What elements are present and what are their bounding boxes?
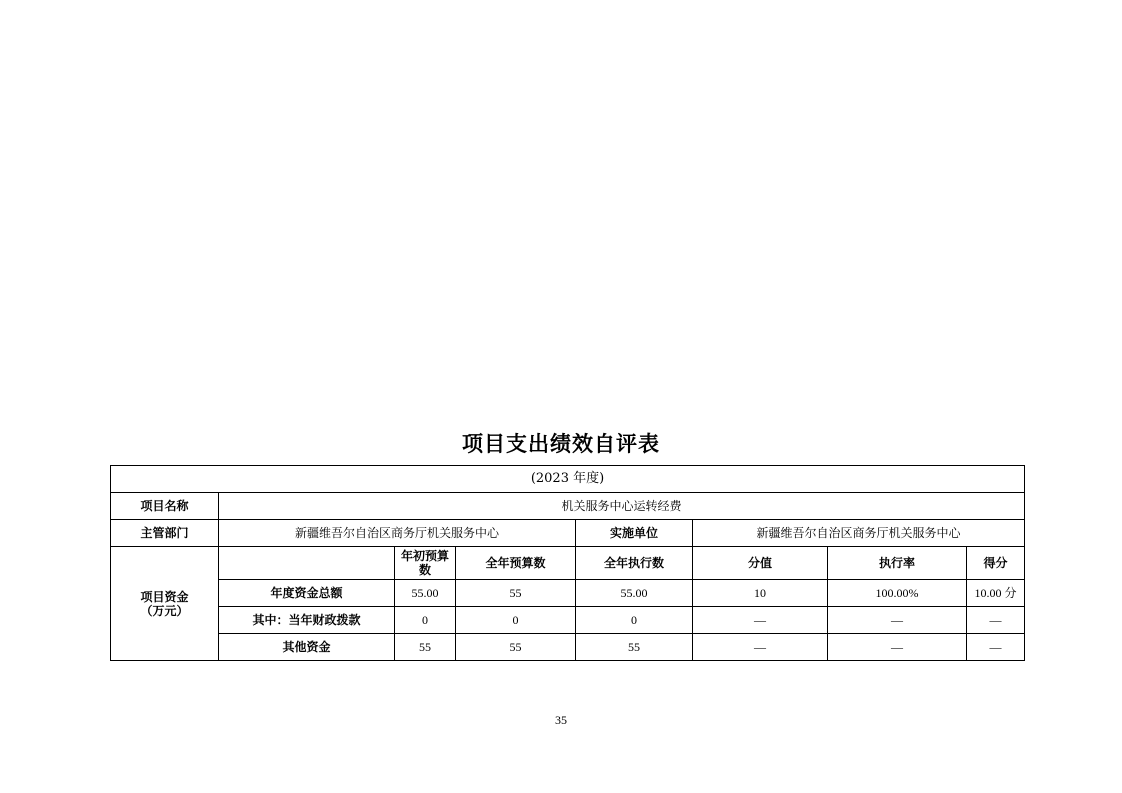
cell-execution-rate: — [828,607,967,634]
project-funds-label [111,547,219,661]
cell-score: — [967,607,1025,634]
cell-execution-rate: 100.00% [828,580,967,607]
project-name-value: 机关服务中心运转经费 [219,493,1025,520]
cell-annual-execution: 0 [576,607,693,634]
header-score-weight: 分值 [693,547,828,580]
performance-evaluation-table [110,465,1025,661]
cell-annual-execution: 55.00 [576,580,693,607]
header-score: 得分 [967,547,1025,580]
department-value: 新疆维吾尔自治区商务厅机关服务中心 [219,520,576,547]
project-funds-label-unit: （万元） [140,603,189,618]
cell-score-weight: — [693,607,828,634]
implementing-unit-value: 新疆维吾尔自治区商务厅机关服务中心 [693,520,1025,547]
cell-score-weight: 10 [693,580,828,607]
project-funds-label-line1: 项目资金 [140,589,189,604]
cell-initial-budget: 55 [395,634,456,661]
cell-score: — [967,634,1025,661]
header-annual-execution: 全年执行数 [576,547,693,580]
cell-execution-rate: — [828,634,967,661]
cell-annual-budget: 55 [456,580,576,607]
implementing-unit-label: 实施单位 [576,520,693,547]
cell-annual-execution: 55 [576,634,693,661]
row-label: 其中：当年财政拨款 [219,607,395,634]
header-initial-budget: 年初预算数 [395,547,456,580]
cell-initial-budget: 0 [395,607,456,634]
page-number: 35 [555,713,567,727]
year-caption: (2023 年度) [111,466,1025,493]
page-title: 项目支出绩效自评表 [462,432,660,456]
cell-initial-budget: 55.00 [395,580,456,607]
project-name-label: 项目名称 [111,493,219,520]
table-row [111,607,1025,634]
row-label: 其他资金 [219,634,395,661]
cell-annual-budget: 0 [456,607,576,634]
row-label: 年度资金总额 [219,580,395,607]
cell-annual-budget: 55 [456,634,576,661]
department-label: 主管部门 [111,520,219,547]
table-row [111,580,1025,607]
cell-score: 10.00 分 [967,580,1025,607]
header-empty-cell [219,547,395,580]
cell-score-weight: — [693,634,828,661]
header-annual-budget: 全年预算数 [456,547,576,580]
table-row [111,634,1025,661]
header-execution-rate: 执行率 [828,547,967,580]
